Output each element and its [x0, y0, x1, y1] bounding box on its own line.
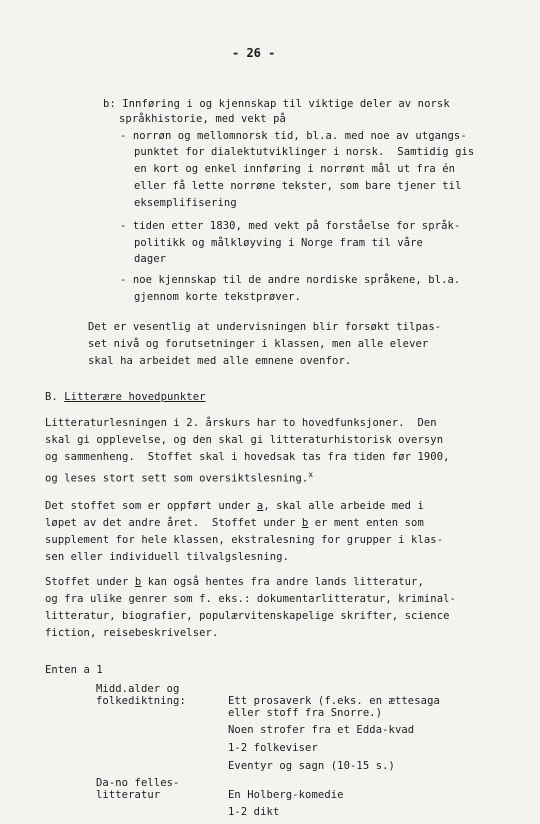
- paragraph-line: og sammenheng. Stoffet skal i hovedsak tas fra tiden før 1900,: [45, 451, 450, 463]
- paragraph-line: [45, 500, 424, 513]
- ref-a: a: [256, 500, 264, 512]
- paragraph-line: supplement for hele klassen, ekstralesning for grupper i klas-: [45, 534, 444, 546]
- paragraph-line: skal ha arbeidet med alle emnene ovenfor.: [88, 355, 352, 367]
- paragraph-line: sen eller individuell tilvalgslesning.: [45, 551, 290, 563]
- paragraph-line: litteratur, biografier, populærvitenskapelige skrifter, science: [45, 610, 450, 622]
- page-number: - 26 -: [232, 46, 276, 60]
- list-item-line: politikk og målkløyving i Norge fram til våre: [134, 237, 423, 249]
- paragraph-text: og leses stort sett som oversiktslesning.: [45, 472, 309, 485]
- section-title: Litterære hovedpunkter: [64, 391, 206, 403]
- paragraph-line: [45, 468, 313, 486]
- table-left-cell: Midd.alder og: [96, 683, 180, 695]
- list-item-line: dager: [134, 253, 167, 265]
- paragraph-line: fiction, reisebeskrivelser.: [45, 627, 219, 639]
- table-right-cell: 1-2 dikt: [228, 806, 280, 818]
- paragraph-text: løpet av det andre året. Stoffet under: [45, 517, 302, 529]
- list-item-line: punktet for dialektutviklinger i norsk. Samtidig gis: [134, 146, 475, 158]
- paragraph-line: Litteraturlesningen i 2. årskurs har to hovedfunksjoner. Den: [45, 417, 437, 429]
- paragraph-line: Det er vesentlig at undervisningen blir forsøkt tilpas-: [88, 321, 442, 333]
- list-intro-line: b: Innføring i og kjennskap til viktige deler av norsk: [103, 98, 450, 110]
- table-left-cell: folkediktning:: [96, 695, 186, 707]
- list-item-line: - norrøn og mellomnorsk tid, bl.a. med noe av utgangs-: [120, 130, 467, 142]
- section-label: B.: [45, 391, 58, 403]
- list-item-line: eller få lette norrøne tekster, som bare tjener til: [134, 180, 462, 192]
- paragraph-text: Det stoffet som er oppført under: [45, 500, 257, 512]
- table-right-cell: 1-2 folkeviser: [228, 742, 318, 754]
- ref-b: b: [134, 576, 142, 588]
- table-right-cell: Noen strofer fra et Edda-kvad: [228, 724, 415, 736]
- table-left-cell: Da-no felles-: [96, 777, 180, 789]
- list-item-line: eksemplifisering: [134, 197, 237, 209]
- paragraph-line: set nivå og forutsetninger i klassen, men alle elever: [88, 338, 429, 350]
- table-right-cell: Eventyr og sagn (10-15 s.): [228, 760, 395, 772]
- paragraph-line: skal gi opplevelse, og den skal gi litteraturhistorisk oversyn: [45, 434, 444, 446]
- paragraph-line: og fra ulike genrer som f. eks.: dokumentarlitteratur, kriminal-: [45, 593, 456, 605]
- footnote-marker: x: [308, 470, 314, 479]
- list-intro-line: språkhistorie, med vekt på: [119, 113, 286, 125]
- list-item-line: en kort og enkel innføring i norrønt mål ut fra én: [134, 163, 456, 175]
- list-item-line: - tiden etter 1830, med vekt på forståelse for språk-: [120, 220, 461, 232]
- subsection-label: Enten a 1: [45, 664, 103, 676]
- ref-b: b: [301, 517, 309, 529]
- paragraph-line: [45, 576, 424, 589]
- paragraph-text: er ment enten som: [308, 517, 424, 529]
- table-right-cell: En Holberg-komedie: [228, 789, 344, 801]
- section-heading: [45, 391, 206, 404]
- paragraph-text: kan også hentes fra andre lands litteratur,: [141, 576, 424, 588]
- table-left-cell: litteratur: [96, 789, 161, 801]
- paragraph-text: , skal alle arbeide med i: [263, 500, 424, 512]
- paragraph-text: Stoffet under: [45, 576, 135, 588]
- paragraph-line: [45, 517, 424, 530]
- table-right-cell: eller stoff fra Snorre.): [228, 707, 383, 719]
- table-right-cell: Ett prosaverk (f.eks. en ættesaga: [228, 695, 440, 707]
- list-item-line: gjennom korte tekstprøver.: [134, 291, 301, 303]
- list-item-line: - noe kjennskap til de andre nordiske språkene, bl.a.: [120, 274, 461, 286]
